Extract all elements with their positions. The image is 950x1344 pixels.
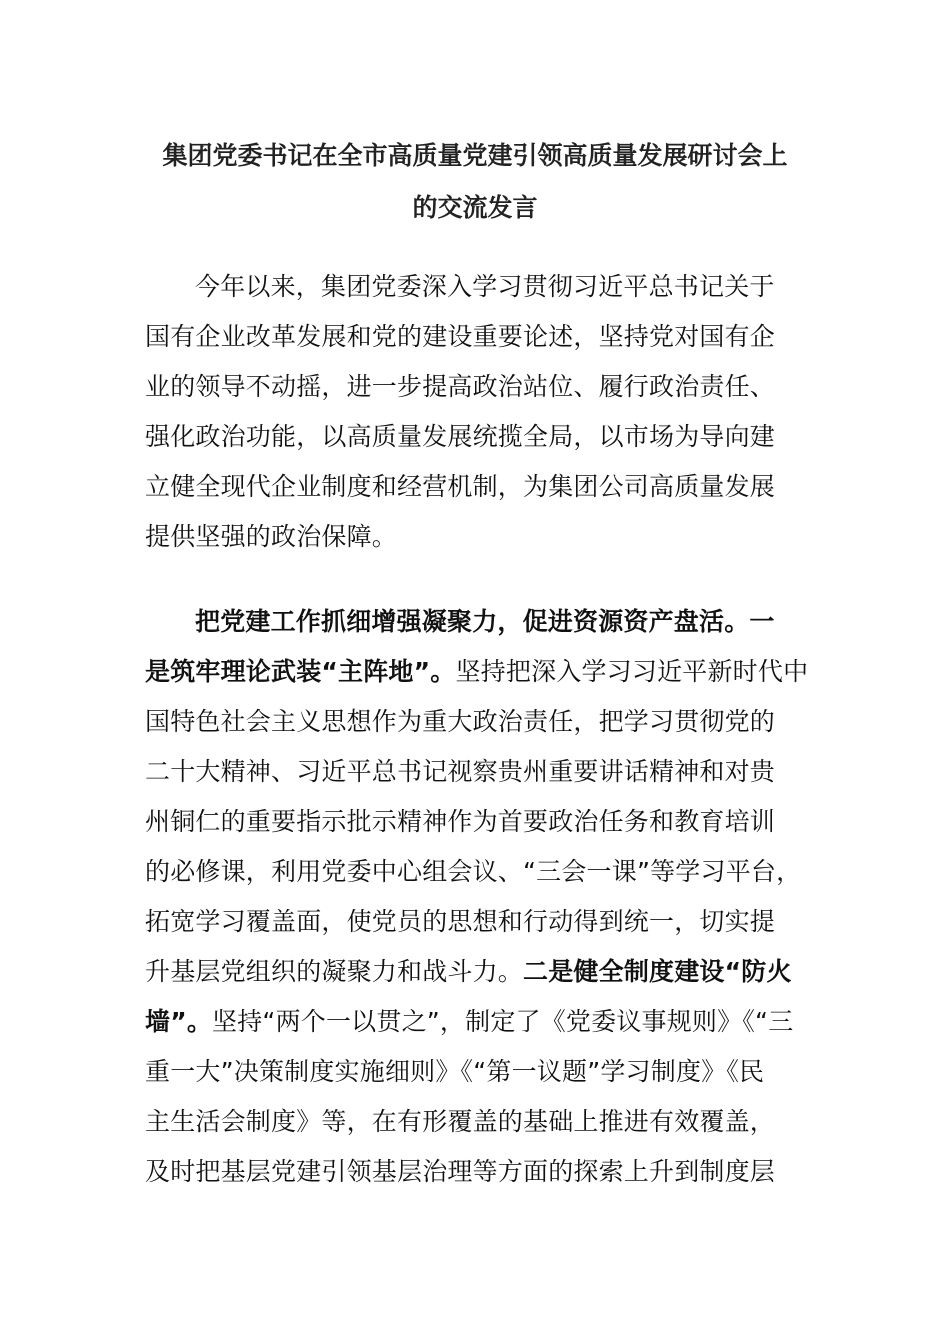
paragraph-line: 国特色社会主义思想作为重大政治责任，把学习贯彻党的: [145, 707, 776, 736]
subheading-one: 是筑牢理论武装“主阵地”。: [145, 657, 456, 686]
paragraph-line: 强化政治功能，以高质量发展统揽全局，以市场为导向建: [145, 422, 776, 451]
subheading-two-end: 墙”。: [145, 1007, 213, 1036]
paragraph-line: 今年以来，集团党委深入学习贯彻习近平总书记关于: [195, 272, 775, 301]
section-heading: 把党建工作抓细增强凝聚力，促进资源资产盘活。一: [195, 607, 775, 636]
paragraph-line: [145, 947, 805, 997]
paragraph-text: 坚持把深入学习习近平新时代中: [455, 657, 809, 686]
paragraph-line: 的必修课，利用党委中心组会议、“三会一课”等学习平台，: [145, 857, 802, 886]
paragraph-line: 重一大”决策制度实施细则》《“第一议题”学习制度》《民: [145, 1057, 765, 1086]
paragraph-line: 及时把基层党建引领基层治理等方面的探索上升到制度层: [145, 1157, 776, 1186]
paragraph-line: [145, 997, 805, 1047]
title-line-2: 的交流发言: [412, 193, 538, 222]
paragraph-line: 二十大精神、习近平总书记视察贵州重要讲话精神和对贵: [145, 757, 776, 786]
paragraph-line: 州铜仁的重要指示批示精神作为首要政治任务和教育培训: [145, 807, 776, 836]
paragraph-section-1: [145, 597, 809, 1197]
subheading-two: 二是健全制度建设“防火: [523, 957, 792, 986]
paragraph-line: 主生活会制度》等，在有形覆盖的基础上推进有效覆盖，: [145, 1107, 776, 1136]
paragraph-text: 坚持“两个一以贯之”，制定了《党委议事规则》《“三: [212, 1007, 794, 1036]
paragraph-line: 提供坚强的政治保障。: [145, 522, 398, 551]
paragraph-intro: [145, 262, 805, 562]
paragraph-line: [145, 647, 809, 697]
paragraph-text: 升基层党组织的凝聚力和战斗力。: [145, 957, 524, 986]
paragraph-line: 拓宽学习覆盖面，使党员的思想和行动得到统一，切实提: [145, 907, 776, 936]
paragraph-line: 业的领导不动摇，进一步提高政治站位、履行政治责任、: [145, 372, 776, 401]
paragraph-line: 立健全现代企业制度和经营机制，为集团公司高质量发展: [145, 472, 776, 501]
title-line-1: 集团党委书记在全市高质量党建引领高质量发展研讨会上: [162, 141, 788, 170]
paragraph-line: 国有企业改革发展和党的建设重要论述，坚持党对国有企: [145, 322, 776, 351]
document-title: [140, 130, 810, 234]
